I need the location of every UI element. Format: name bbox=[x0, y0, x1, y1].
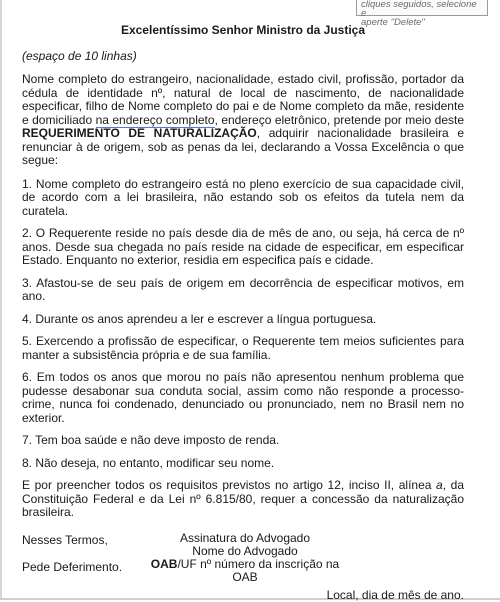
instruction-tooltip bbox=[356, 0, 488, 16]
intro-paragraph bbox=[22, 73, 464, 168]
list-item: 7. Tem boa saúde e não deve imposto de renda. bbox=[22, 434, 464, 448]
list-item: 3. Afastou-se de seu país de origem em decorrência de especificar motivos, em ano. bbox=[22, 277, 464, 304]
intro-text: , adquirir nacionalidade brasileira e renunciar à de origem, sob as penas da lei, declarando a Vossa Excelência o que segue: bbox=[22, 126, 464, 167]
oab-label: OAB bbox=[151, 557, 178, 571]
spellcheck-underline[interactable]: na endereço completo bbox=[96, 113, 215, 128]
signature-line: Assinatura do Advogado bbox=[140, 532, 350, 545]
oab-text: /UF nº número da inscrição na OAB bbox=[177, 557, 339, 584]
list-item: 8. Não deseja, no entanto, modificar seu nome. bbox=[22, 457, 464, 471]
list-item: 4. Durante os anos aprendeu a ler e escrever a língua portuguesa. bbox=[22, 313, 464, 327]
document-body bbox=[22, 24, 464, 602]
list-item: 2. O Requerente reside no país desde dia de mês de ano, ou seja, há cerca de nº anos. Desde sua chegada no país reside na cidade de especificar, em especificar Estado. Enquanto no exterior, residia em especifica país e cidade. bbox=[22, 227, 464, 268]
spacing-note-text: (espaço de 10 linhas) bbox=[22, 49, 137, 63]
intro-text: , endereço eletrônico, pretende por meio deste bbox=[215, 113, 464, 127]
request-title: REQUERIMENTO DE NATURALIZAÇÃO bbox=[22, 126, 257, 140]
signature-block bbox=[140, 532, 350, 584]
list-item: 6. Em todos os anos que morou no país não apresentou nenhum problema que pudesse desabonar sua conduta social, assim como não responde a processo-crime, nunca foi condenado, denunciado ou pronunciado, nem no Brasil nem no exterior. bbox=[22, 371, 464, 425]
final-request-paragraph bbox=[22, 479, 464, 520]
document-title: Excelentíssimo Senhor Ministro da Justiça bbox=[22, 24, 464, 38]
closing-request: Pede Deferimento. bbox=[22, 561, 464, 575]
tooltip-line: cliques seguidos, selecione e bbox=[361, 0, 483, 18]
page-edge bbox=[0, 0, 2, 600]
tooltip-line: aperte "Delete" bbox=[361, 18, 483, 27]
final-text: E por preencher todos os requisitos previstos no artigo 12, inciso II, alínea bbox=[22, 478, 436, 492]
intro-text: Nome completo do estrangeiro, nacionalidade, estado civil, profissão, portador da cédula de identidade nº, natural de local de nascimento, de nacionalidade especificar, filho de Nome completo do pai e de Nome completo da mãe, residente e domiciliado bbox=[22, 72, 464, 127]
spacing-note bbox=[22, 50, 464, 64]
final-italic: a bbox=[436, 478, 443, 492]
lawyer-name: Nome do Advogado bbox=[140, 545, 350, 558]
closing-terms: Nesses Termos, bbox=[22, 534, 464, 548]
oab-registration bbox=[140, 558, 350, 584]
list-item: 5. Exercendo a profissão de especificar, o Requerente tem meios suficientes para manter a subsistência própria e de sua família. bbox=[22, 335, 464, 362]
place-date: Local, dia de mês de ano. bbox=[22, 589, 464, 602]
list-item: 1. Nome completo do estrangeiro está no pleno exercício de sua capacidade civil, de acordo com a lei brasileira, não estando sob os efeitos da tutela nem da curatela. bbox=[22, 178, 464, 219]
final-text: , da Constituição Federal e da Lei nº 6.815/80, requer a concessão da naturalização brasileira. bbox=[22, 478, 464, 519]
